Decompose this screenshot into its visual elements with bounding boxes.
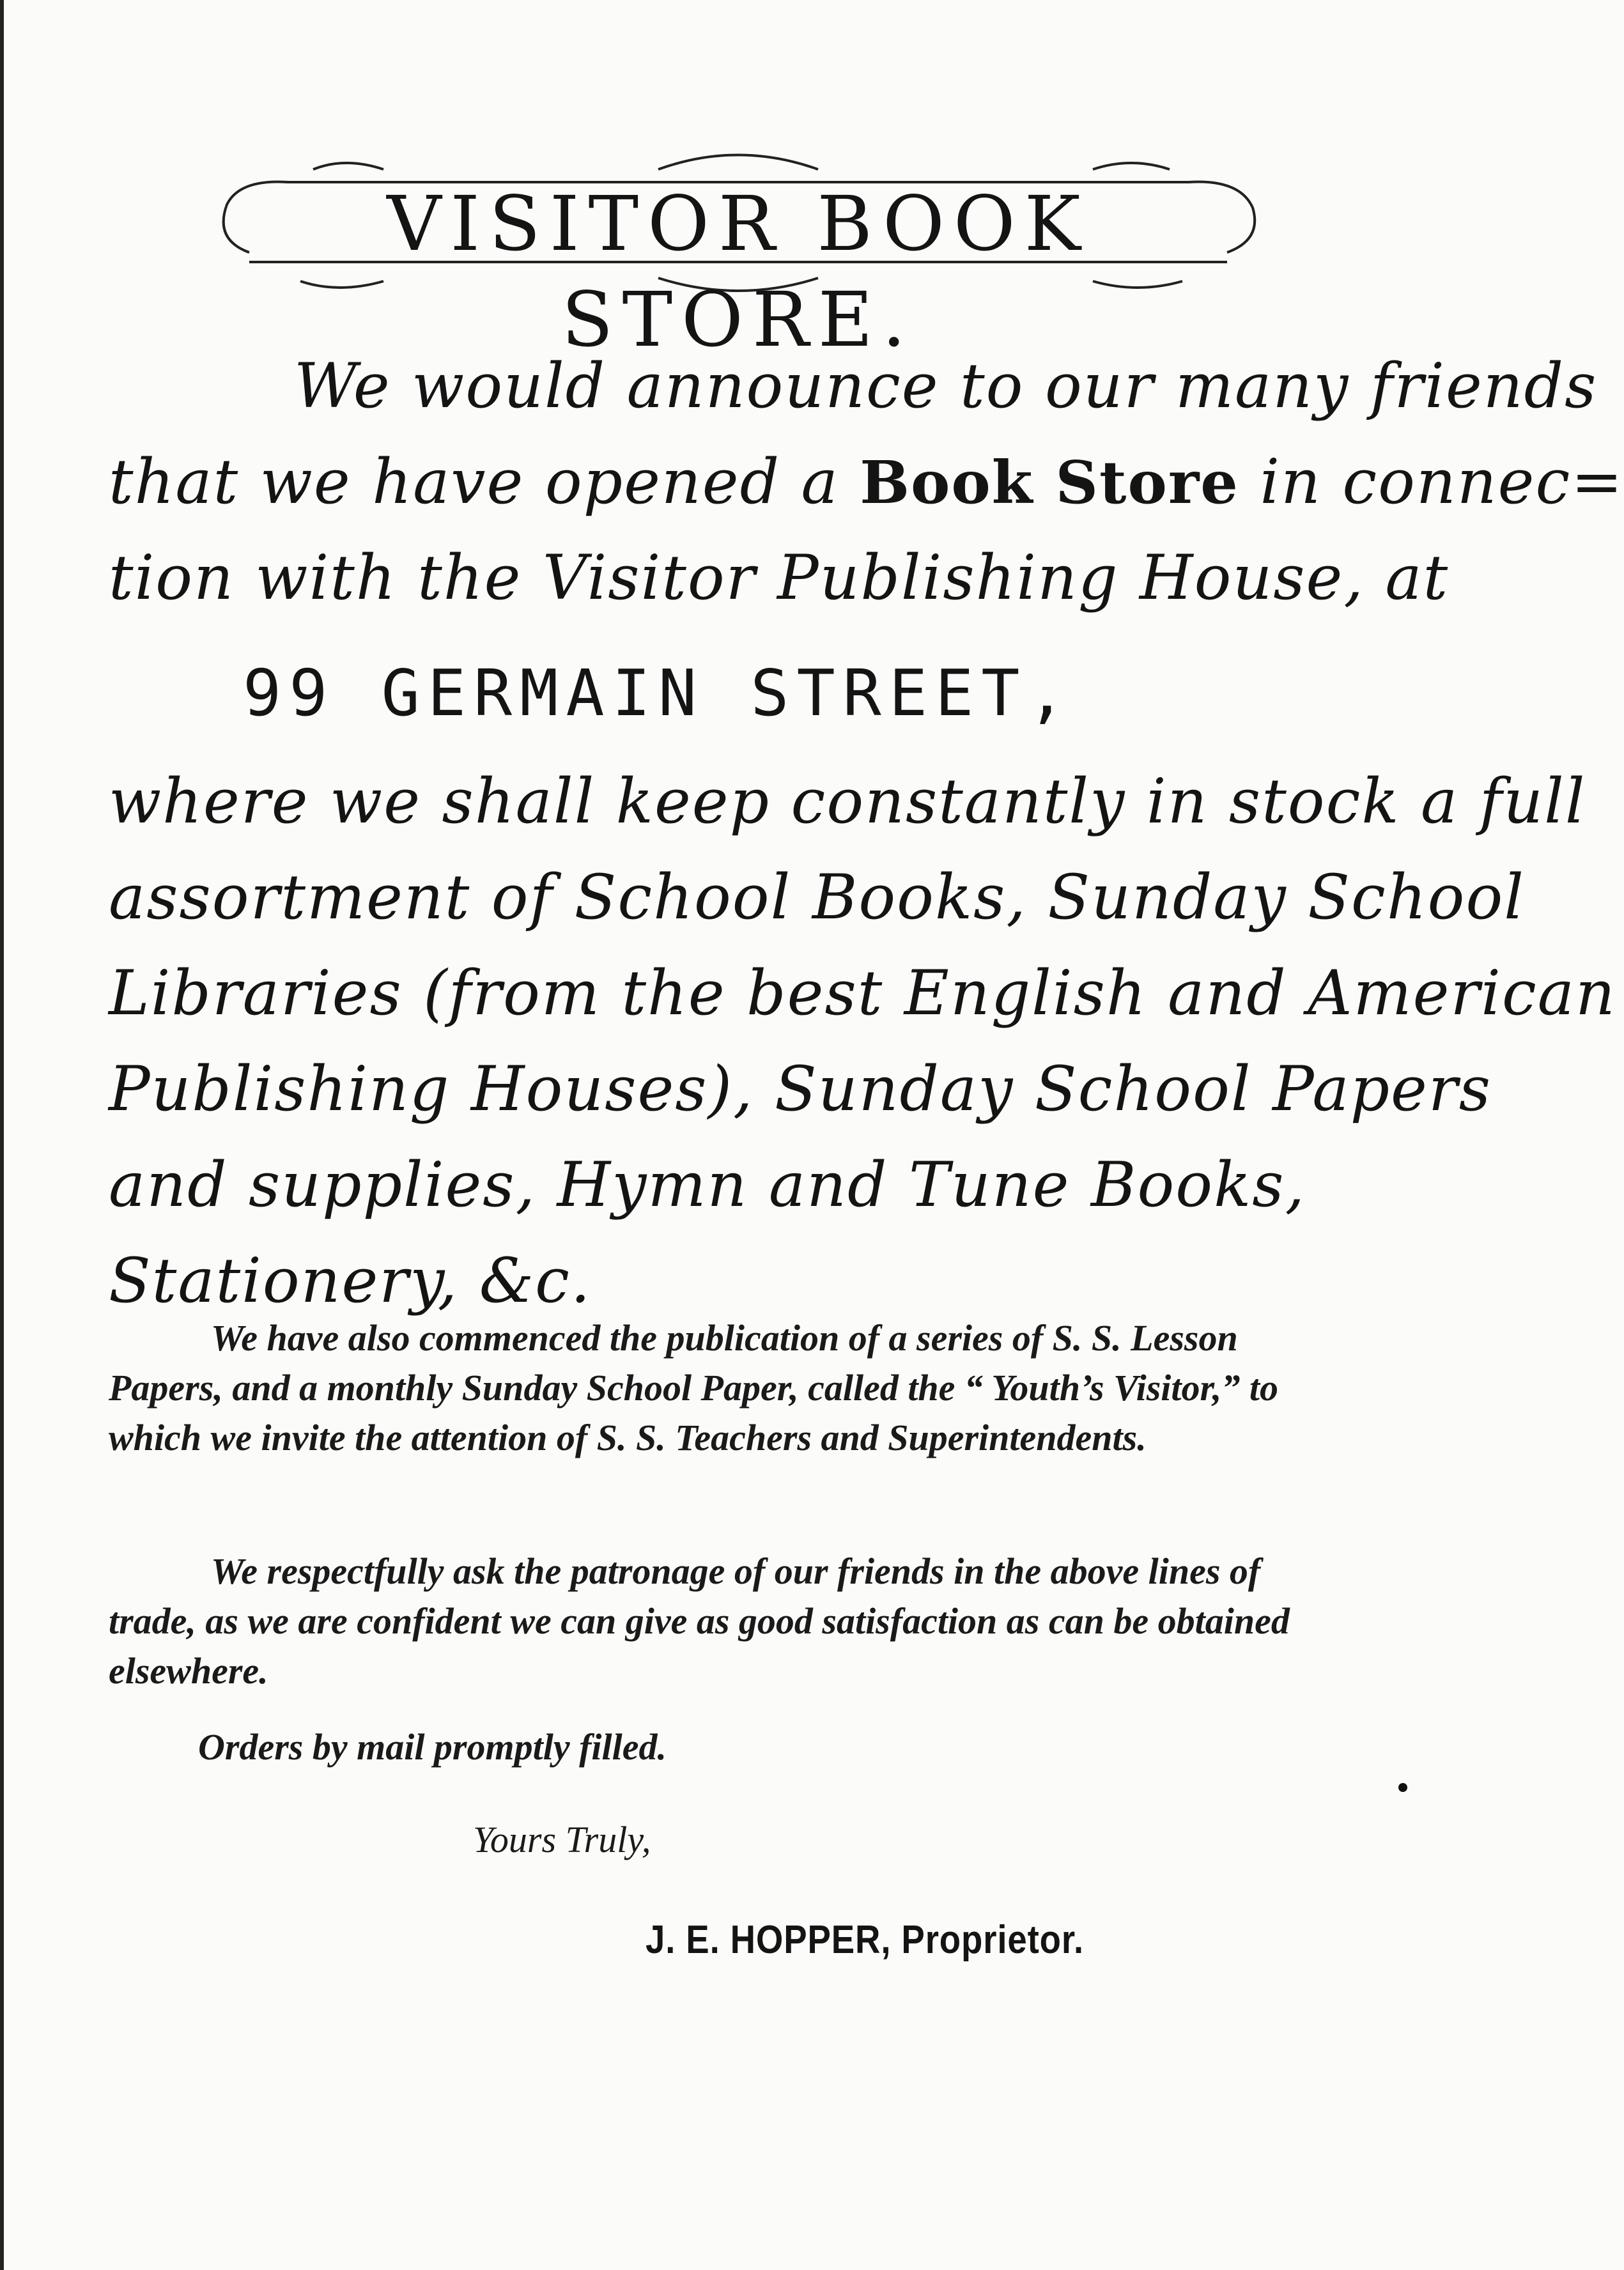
stock-line-2: assortment of School Books, Sunday School [109, 861, 1525, 933]
announcement-line-3: tion with the Visitor Publishing House, at [109, 542, 1450, 614]
book-store-name: Book Store [860, 448, 1239, 517]
announcement-line-1: We would announce to our many friends [294, 350, 1598, 422]
page-title: VISITOR BOOK STORE. [387, 180, 1090, 364]
street-address: 99 GERMAIN STREET, [243, 656, 1074, 730]
closing: Yours Truly, [473, 1819, 651, 1860]
stock-line-5: and supplies, Hymn and Tune Books, [109, 1149, 1306, 1221]
ink-dot [1398, 1783, 1407, 1792]
stock-line-4: Publishing Houses), Sunday School Papers [109, 1053, 1492, 1125]
announcement-text: that we have opened a [109, 446, 860, 518]
orders-note: Orders by mail promptly filled. [198, 1726, 667, 1768]
page-edge [0, 0, 4, 2270]
signature: J. E. HOPPER, Proprietor. [646, 1918, 1085, 1962]
patronage-paragraph: We respectfully ask the patronage of our friends in the above lines of trade, as we are confident we can give as good satisfaction as can be obtained elsewhere. [109, 1550, 1290, 1692]
stock-line-6: Stationery, &c. [109, 1245, 592, 1316]
publication-paragraph: We have also commenced the publication of a series of S. S. Lesson Papers, and a monthly Sunday School Paper, called the “ Youth’s Visitor,” to which we invite the attention of S. S. Teachers and Superintendents. [109, 1317, 1278, 1458]
announcement-line-2 [109, 435, 1624, 530]
stock-line-3: Libraries (from the best English and American [109, 957, 1616, 1029]
headline-banner [211, 144, 1265, 364]
stock-line-1: where we shall keep constantly in stock a full [109, 766, 1586, 837]
announcement-text: in connec= [1239, 446, 1624, 518]
